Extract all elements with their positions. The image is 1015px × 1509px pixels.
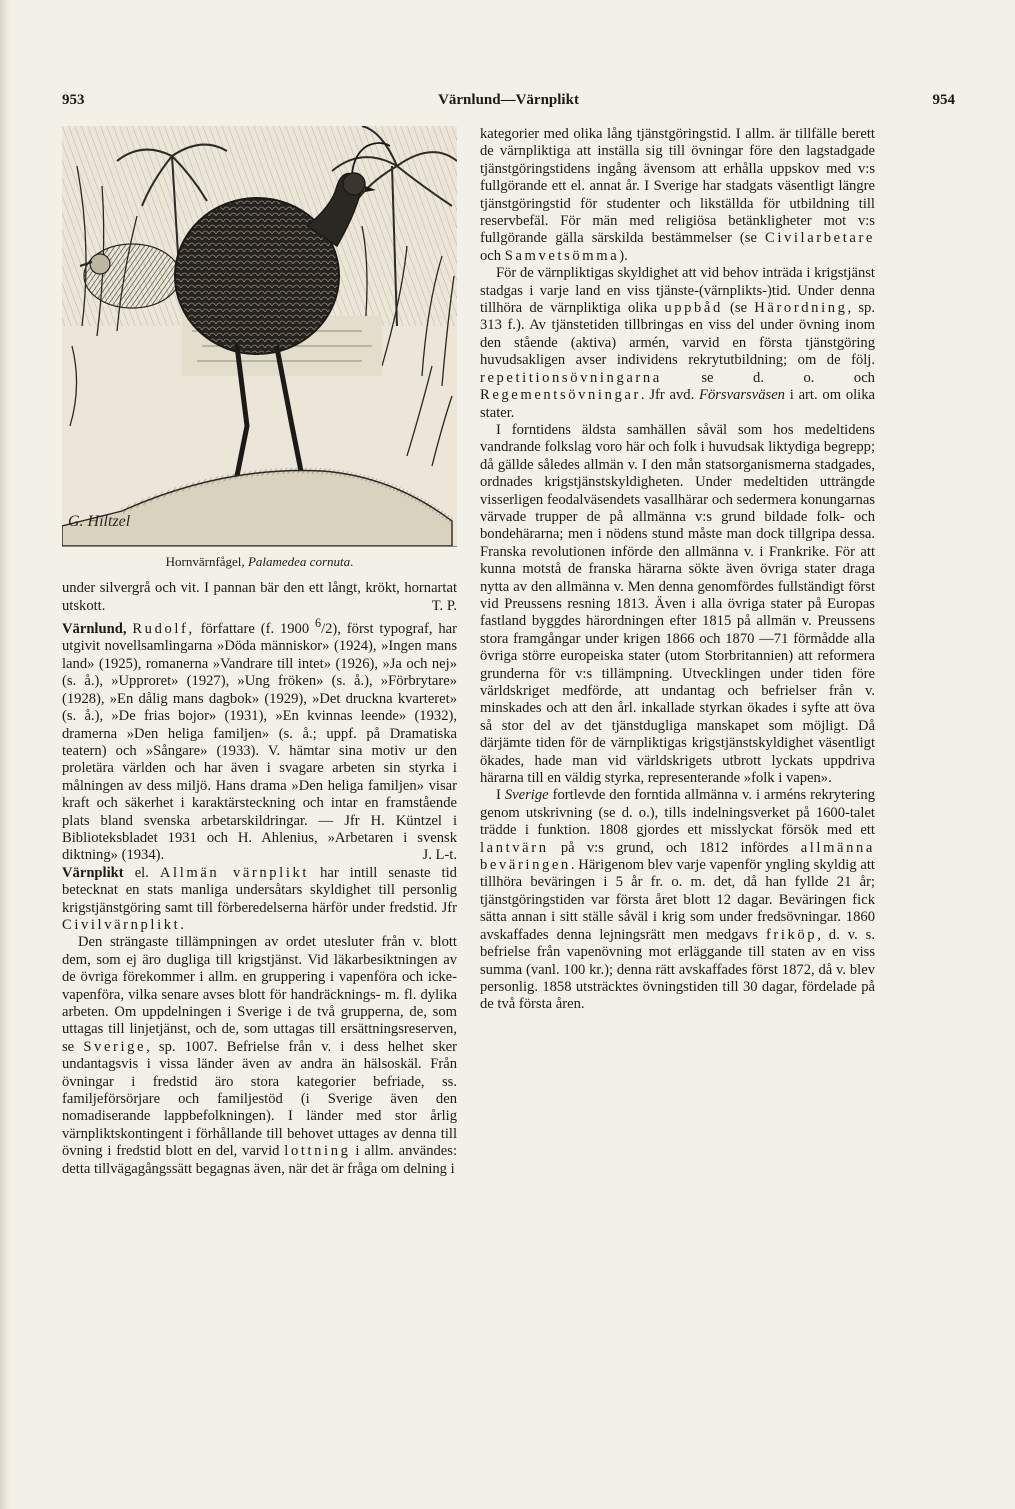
paragraph: under silvergrå och vit. I pannan bär den ett långt, krökt, hornartat utskott. T. P.: [62, 580, 457, 614]
paragraph: I forntidens äldsta samhällen såväl som hos medeltidens vandrande folkslag voro här och folk i huvudsak liktydiga begrepp; då gällde således allmän v. I den mån statsorganismerna stadgades, ordnades krigstjänstskyldigheten. Under medeltiden utträngde visserligen feodalväsendets vasallhärar och sedermera konungarnas värvade trupper de på allmänna v:s grund bildade folk- och bondehärarna; men i nödens stund måste man dock tillgripa dessa. Franska revolutionen införde den allmänna v. i Frankrike. För att kunna motstå de franska härarna sökte även övriga stater draga nytta av den allmänna v. Men denna genomfördes fullständigt först vid Preussens resning 1813. Även i alla övriga stater på Europas fastland byggdes härordningen efter 1815 på allmän v. Preussens stora framgångar under krigen 1866 och 1870 —71 förmådde alla övriga större europeiska stater (utom Storbritannien) att reformera grunderna för v:s tillämpning. Utvecklingen under tiden före världskriget medförde, att undantag och befrielser från v. minskades och att den årl. inkallade styrkan ökades i syfte att öva så stor del av det tjänstdugliga manskapet som möjligt. Då därjämte tiden för de värnpliktigas krigstjänstskyldighet väsentligt ökades, hade man vid världskrigets utbrott lyckats uppdriva härarna till en väldig styrka, representerande »folk i vapen».: [480, 421, 875, 787]
page-number-right: 954: [932, 92, 955, 108]
artist-signature: G. Hiltzel: [68, 513, 131, 530]
author-signature: J. L-t.: [422, 847, 457, 864]
page-number-left: 953: [62, 92, 85, 108]
paragraph: För de värnpliktigas skyldighet att vid behov inträda i krigstjänst stadgas i varje land en viss tjänste-(värnplikts-)tid. Under denna tillhöra de värnpliktiga olika uppbåd (se Härordning, sp. 313 f.). Av tjänstetiden tillbringas en viss del under övning inom den stående (aktiva) armén, varvid en första tjänstgöring huvudsakligen avser individens rekrytutbildning; om de följ. repetitionsövningarna se d. o. och Regementsövningar. Jfr avd. Försvarsväsen i art. om olika stater.: [480, 265, 875, 421]
right-column: [480, 126, 875, 1014]
paragraph: kategorier med olika lång tjänstgöringstid. I allm. är tillfälle berett de värnpliktiga att inställa sig till övningar före den lagstadgade tjänstgöringstidens ingång ävensom att erhålla uppskov med v:s fullgörande ett el. annat år. I Sverige har stadgats väsentligt längre tjänstgöringstid för studenter och likställda för utbildning till reservbefäl. För män med religiösa betänkligheter mot v:s fullgörande gälla särskilda bestämmelser (se Civilarbetare och Samvetsömma).: [480, 126, 875, 264]
bird-engraving: [62, 126, 457, 546]
caption-end: .: [350, 554, 354, 569]
running-head: Värnlund—Värnplikt: [438, 92, 579, 108]
illustration-horned-screamer: [62, 126, 457, 547]
caption-latin-name: Palamedea cornuta: [247, 554, 351, 569]
entry-varnplikt: Värnplikt el. Allmän värnplikt har intill senaste tid betecknat en stats manliga undersåtars skyldighet till personlig krigstjänstgöring samt till förberedelserna härför under fredstid. Jfr Civilvärnplikt.: [62, 864, 457, 933]
author-signature: T. P.: [431, 597, 457, 614]
paragraph: I Sverige fortlevde den forntida allmänna v. i arméns rekrytering genom utskrivning (se d. o.), tills indelningsverket på 1600-talet trädde i funktion. 1808 gjordes ett misslyckat försök med ett lantvärn på v:s grund, och 1812 infördes allmänna beväringen. Härigenom blev varje vapenför yngling skyldig att tillhöra beväringen i 5 år fr. o. m. det, då han fyllde 21 år; tjänstgöringstiden var första året blott 12 dagar. Beväringen fick sätta annan i sitt ställe såväl i krig som under fredsövningar. 1860 avskaffades denna lejningsrätt men medgavs friköp, d. v. s. befrielse från vapenövning mot erläggande till staten av en viss summa (vanl. 100 kr.); denna rätt avskaffades först 1872, då v. blev personlig. 1858 utsträcktes övningstiden till 30 dagar, fördelade på de två första åren.: [480, 787, 876, 1013]
entry-varnlund: Värnlund, Rudolf, författare (f. 1900 $^6$/2), först typograf, har utgivit novellsamlingarna »Döda människor» (1924), »Ingen mans land» (1925), romanerna »Vandrare till intet» (1926), »Ja och nej» (s. å.), »Upproret» (1927), »Ung fröken» (s. å.), »Förbrytare» (1928), »En dålig mans dagbok» (1929), »Det druckna kvarteret» (s. å.), »De frias bojor» (1931), »En kvinnas leende» (1932), dramerna »Den heliga familjen» (s. å.; uppf. på Dramatiska teatern) och »Sångare» (1933). V. hämtar sina motiv ur den proletära världen och har även i svagare arbeten sin styrka i målningen av dess miljö. Hans drama »Den heliga familjen» visar kraft och säkerhet i karaktärsteckning och intar en framstående plats bland svenska arbetarskildringar. — Jfr H. Küntzel i Biblioteksbladet 1931 och H. Ahlenius, »Arbetaren i svensk diktning» (1934). J. L-t.: [62, 616, 457, 864]
entry-headword: Värnplikt: [62, 864, 124, 881]
caption-text: Hornvärnfågel,: [165, 554, 248, 569]
figure-caption: [62, 553, 457, 570]
page-header: [62, 92, 955, 116]
paragraph: Den strängaste tillämpningen av ordet utesluter från v. blott dem, som ej äro dugliga till krigstjänst. Vid läkarbesiktningen av de övriga förekommer i allm. en gruppering i vapenföra och icke-vapenföra, vilka senare avses blott för handräcknings- m. fl. dylika arbeten. Om uppdelningen i Sverige i de två grupperna, de, som uttagas till linjetjänst, och de, som uttagas till ersättningsreserven, se Sverige, sp. 1007. Befrielse från v. i dess helhet sker undantagsvis i vissa länder även av andra än hälsoskäl. Från övningar i fredstid äro stora kategorier befriade, ss. familjeförsörjare och familjestöd (i Sverige även den nomadiserande lappbefolkningen). I länder med stor årlig värnpliktskontingent i förhållande till behovet uttages av denna till övning i fredstid blott en del, varvid lottning i allm. användes: detta tillvägagångssätt begagnas även, när det är fråga om delning i: [62, 934, 458, 1177]
entry-headword: Värnlund,: [62, 621, 127, 638]
left-column: [62, 126, 457, 1178]
